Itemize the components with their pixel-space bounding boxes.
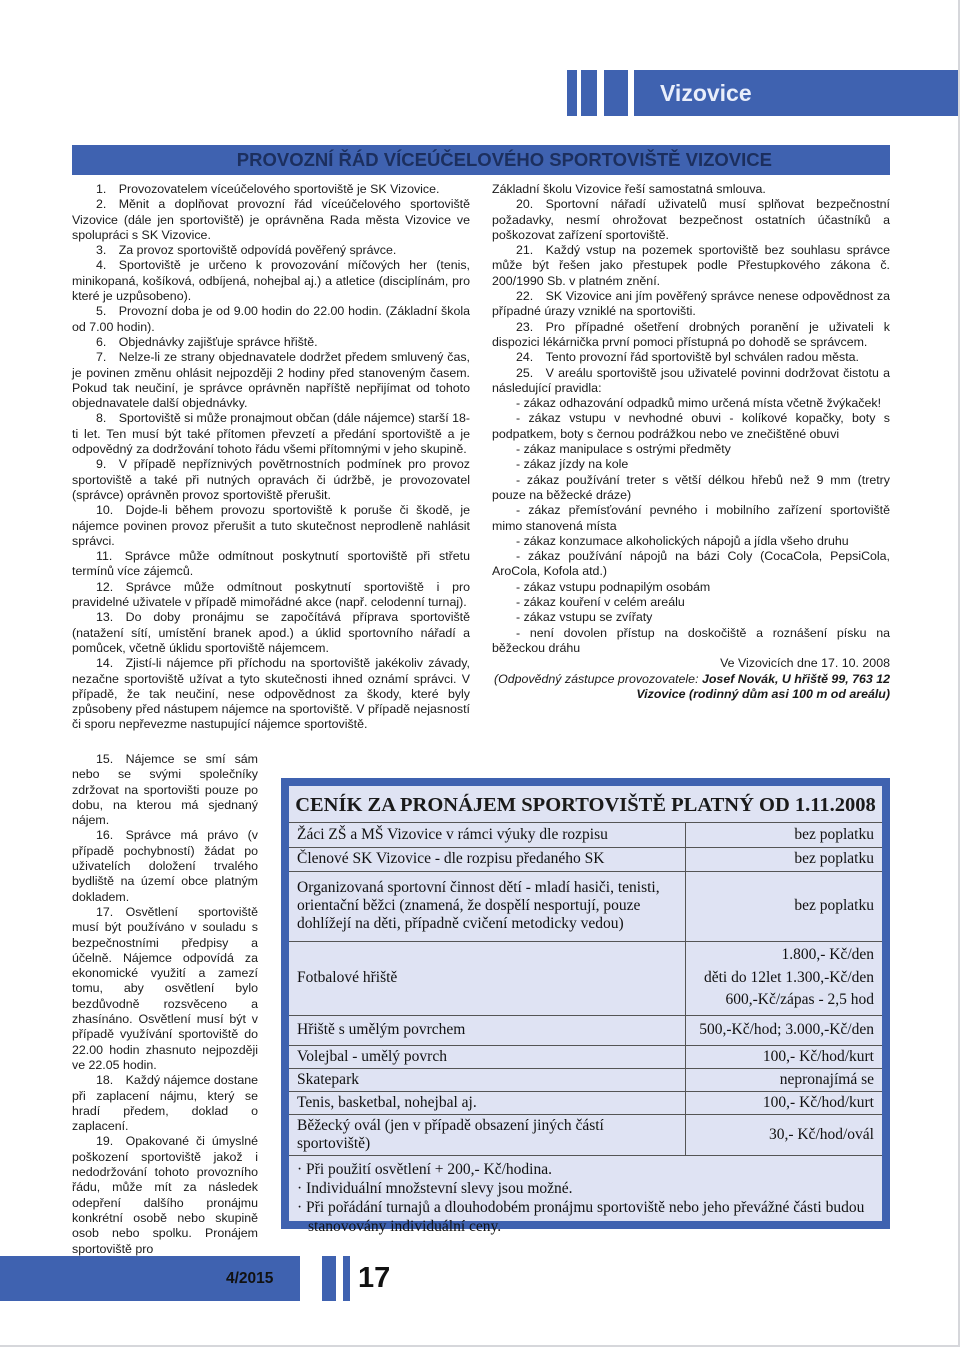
article-title: PROVOZNÍ ŘÁD VÍCEÚČELOVÉHO SPORTOVIŠTĚ VIZOVICE [236, 149, 772, 170]
paragraph: 16. Správce má právo (v případě pochybností) žádat po uživatelích doložení trvalého bydliště na území obce platným dokladem. [72, 828, 258, 904]
paragraph: 5. Provozní doba je od 9.00 hodin do 22.00 hodin. (Základní škola od 7.00 hodin). [72, 304, 470, 334]
price-value: děti do 12let 1.300,-Kč/den [703, 968, 874, 986]
deputy-label: (Odpovědný zástupce provozovatele: [493, 671, 702, 686]
paragraph: - zákaz kouření v celém areálu [516, 595, 685, 610]
paragraph: 10. Dojde-li během provozu sportoviště k poruše či škodě, je nájemce povinen provoz přerušit a tuto skutečnost neprodleně nahlásit správci. [72, 503, 470, 548]
price-value: bez poplatku [794, 850, 874, 867]
paragraph: - zákaz vstupu v nevhodné obuvi - kolíkové kopačky, boty s podpatkem, boty s černou podrážkou nebo ve znečištěné obuvi [492, 411, 890, 441]
paragraph: 6. Objednávky zajišťuje správce hřiště. [96, 334, 318, 349]
price-item-price [686, 847, 883, 871]
price-value: bez poplatku [794, 825, 874, 843]
price-row [289, 823, 882, 847]
price-row [289, 871, 882, 941]
price-value: 100,- Kč/hod/kurt [762, 1093, 874, 1111]
price-item-price [686, 823, 883, 847]
price-row [289, 1015, 882, 1045]
price-item-name: Organizovaná sportovní činnost dětí - mladí hasiči, tenisti, orientační běžci (znamená, že dospělí nesportují, pouze dohlížejí na děti, případně cvičení metodicky vedou) [289, 871, 686, 941]
issue-number: 4/2015 [226, 1270, 274, 1287]
paragraph: 14. Zjistí-li nájemce při příchodu na sportoviště jakékoliv závady, nezačne sportoviště užívat a tyto skutečnosti ihned oznámí správci. V případě, že tak neučiní, nese odpovědnost za škody, které byly způsobeny před nástupem nájemce na sportoviště. V případě nejasností či sporu nepřevezme nastupující nájemce sportoviště. [72, 656, 470, 732]
paragraph: 1. Provozovatelem víceúčelového sportoviště je SK Vizovice. [96, 182, 440, 196]
footer-stripe-2 [343, 1256, 350, 1301]
signature-place-date: Ve Vizovicích dne 17. 10. 2008 [720, 656, 890, 671]
price-row [289, 1068, 882, 1091]
price-list-title: CENÍK ZA PRONÁJEM SPORTOVIŠTĚ PLATNÝ OD 1.11.2008 [289, 786, 882, 823]
price-item-name: Tenis, basketbal, nohejbal aj. [289, 1091, 686, 1114]
paragraph: - zákaz odhazování odpadků mimo určená místa včetně žvýkaček! [516, 396, 882, 411]
paragraph: 13. Do doby pronájmu se započítává příprava sportoviště (natažení sítí, umístění branek apod.) a úklid sportovního nářadí a pomůcek, včetně úklidu sportoviště nájemcem. [72, 610, 470, 655]
paragraph: 25. V areálu sportoviště jsou uživatelé povinni dodržovat čistotu a následující pravidla: [492, 365, 890, 395]
price-notes [289, 1156, 882, 1236]
paragraph: - zákaz vstupu se zvířaty [516, 610, 653, 625]
price-row [289, 941, 882, 1015]
price-row [289, 847, 882, 871]
paragraph: 11. Správce může odmítnout poskytnutí sportoviště při střetu termínů více zájemců. [72, 549, 470, 579]
price-row [289, 1045, 882, 1068]
price-item-price [686, 1045, 883, 1068]
price-item-name: Členové SK Vizovice - dle rozpisu předaného SK [289, 847, 686, 871]
deputy-name: Josef Novák, U hřiště 99, 763 12 Vizovice (rodinný dům asi 100 m od areálu) [636, 671, 890, 701]
price-list-box [281, 778, 890, 1235]
paragraph: - není dovolen přístup na doskočiště a roznášení písku na běžeckou dráhu [492, 625, 890, 655]
narrow-column [72, 752, 258, 1257]
paragraph: 9. V případě nepříznivých povětrnostních podmínek pro provoz sportoviště a také při nutných opravách či údržbě, je provozovatel (správce) oprávněn provoz sportoviště přerušit. [72, 457, 470, 502]
price-item-price [686, 941, 883, 1015]
paragraph: - zákaz používání treter s větší délkou hřebů než 9 mm (tretry pouze na běžecké dráze) [492, 472, 890, 502]
paragraph: 22. SK Vizovice ani jím pověřený správce nenese odpovědnost za případné úrazy vzniklé na sportovišti. [492, 289, 890, 319]
article-title-bar [72, 145, 890, 175]
paragraph: - zákaz přemísťování pevného i mobilního zařízení sportoviště mimo stanovená místa [492, 503, 890, 533]
paragraph: - zákaz používání nápojů na bázi Coly (CocaCola, PepsiCola, AroCola, Kofola atd.) [492, 549, 890, 579]
paragraph: 12. Správce může odmítnout poskytnutí sportoviště i pro pravidelné uživatele v případě mimořádné akce (např. celodenní turnaj). [72, 579, 470, 610]
paragraph: 15. Nájemce se smí sám nebo se svými společníky zdržovat na sportovišti pouze po dobu, na kterou má sjednaný nájem. [72, 752, 258, 828]
header-stripe-3 [604, 70, 628, 116]
paragraph: 18. Každý nájemce dostane při zaplacení nájmu, který se hradí předem, doklad o zaplacení. [72, 1073, 258, 1134]
price-item-name: Žáci ZŠ a MŠ Vizovice v rámci výuky dle rozpisu [289, 823, 686, 847]
paragraph: - zákaz konzumace alkoholických nápojů a jídla všeho druhu [516, 533, 849, 548]
header-town-label: Vizovice [634, 70, 958, 116]
paragraph: 8. Sportoviště si může pronajmout občan (dále nájemce) starší 18-ti let. Ten musí být také přítomen převzetí a předání sportoviště a je odpovědný za dodržování tohoto řádu všemi přítomnými v jeho skupině. [72, 411, 470, 457]
left-column [72, 182, 470, 733]
paragraph: 21. Každý vstup na pozemek sportoviště bez souhlasu správce může být řešen jako přestupek podle Přestupkového zákona č. 200/1990 Sb. v platném znění. [492, 243, 890, 288]
footer-stripe-1 [322, 1256, 336, 1301]
paragraph: 2. Měnit a doplňovat provozní řád víceúčelového sportoviště Vizovice (dále jen sportoviště) je oprávněna Rada města Vizovice ve spolupráci s SK Vizovice. [72, 197, 470, 242]
signature-deputy [492, 672, 890, 703]
paragraph: 23. Pro případné ošetření drobných poranění je uživateli k dispozici lékárnička první pomoci přístupná po dohodě se správcem. [492, 319, 890, 349]
price-value: bez poplatku [794, 897, 874, 914]
price-item-name: Skatepark [289, 1068, 686, 1091]
price-value: 1.800,- Kč/den [781, 946, 874, 964]
paragraph: - zákaz jízdy na kole [516, 457, 629, 472]
price-note: · Při použití osvětlení + 200,- Kč/hodina. [297, 1160, 552, 1178]
paragraph: 17. Osvětlení sportoviště musí být používáno v souladu s bezpečnostními předpisy a účelně. Nájemce odpovídá za ekonomické využití a zamezí tomu, aby osvětlení bylo bezdůvodně rozsvěceno a zhasínáno. Osvětlení musí být v případě využívání sportoviště do 22.00 hodin zhasnuto nejpozději ve 22.05 hodin. [72, 904, 258, 1072]
right-column [492, 182, 890, 702]
paragraph: - zákaz vstupu podnapilým osobám [516, 579, 711, 594]
paragraph: 24. Tento provozní řád sportoviště byl schválen radou města. [516, 350, 859, 365]
paragraph: Základní školu Vizovice řeší samostatná smlouva. [492, 182, 766, 196]
price-row [289, 1114, 882, 1155]
paragraph: 7. Nelze-li ze strany objednavatele dodržet předem smluvený čas, je povinen změnu ohlásit nejpozději 2 hodiny před stanoveným časem. Pokud tak neučiní, je správce oprávněn napříště nepřijímat od tohoto objednavatele další objednávky. [72, 350, 470, 411]
price-item-price [686, 1068, 883, 1091]
paragraph: 3. Za provoz sportoviště odpovídá pověřený správce. [96, 243, 397, 258]
price-item-price [686, 1114, 883, 1155]
price-item-name: Fotbalové hřiště [289, 941, 686, 1015]
paragraph: 20. Sportovní nářadí uživatelů musí splňovat bezpečnostní požadavky, nesmí ohrožovat bezpečnost ostatních účastníků a poškozovat zařízení sportoviště. [492, 197, 890, 242]
price-item-name: Volejbal - umělý povrch [289, 1045, 686, 1068]
paragraph: 19. Opakované či úmyslné poškození sportoviště jakož i nedodržování tohoto provozního řádu, může mít za následek odepření dalšího pronájmu konkrétní osobě nebo skupině osob nebo spolku. Pronájem sportoviště pro [72, 1134, 258, 1256]
price-value: 100,- Kč/hod/kurt [762, 1047, 874, 1065]
price-value: nepronajímá se [779, 1070, 874, 1088]
header-stripe-2 [581, 70, 597, 116]
price-item-name: Hřiště s umělým povrchem [289, 1015, 686, 1045]
price-table [289, 823, 882, 1156]
price-value: 600,-Kč/zápas - 2,5 hod [725, 991, 874, 1009]
price-item-name: Běžecký ovál (jen v případě obsazení jiných částí sportoviště) [289, 1114, 686, 1155]
price-row [289, 1091, 882, 1114]
paragraph: 4. Sportoviště je určeno k provozování míčových her (tenis, minikopaná, košíková, odbíjená, nohejbal aj.) a atletice (disciplínám, pro které je uzpůsobeno). [72, 258, 470, 304]
page-number: 17 [358, 1262, 391, 1294]
price-item-price [686, 1091, 883, 1114]
price-value: 500,-Kč/hod; 3.000,-Kč/den [699, 1021, 874, 1038]
header-stripe-1 [567, 70, 577, 116]
right-paragraphs [492, 182, 890, 656]
price-list-inner [289, 786, 882, 1235]
paragraph: - zákaz manipulace s ostrými předměty [516, 442, 731, 457]
price-note: · Při pořádání turnajů a dlouhodobém pronájmu sportoviště nebo jeho převážné části budou stanovovány individuální ceny. [297, 1198, 865, 1235]
price-value: 30,- Kč/hod/ovál [768, 1125, 874, 1143]
price-note: · Individuální množstevní slevy jsou možné. [297, 1179, 573, 1197]
price-item-price [686, 871, 883, 941]
price-item-price [686, 1015, 883, 1045]
